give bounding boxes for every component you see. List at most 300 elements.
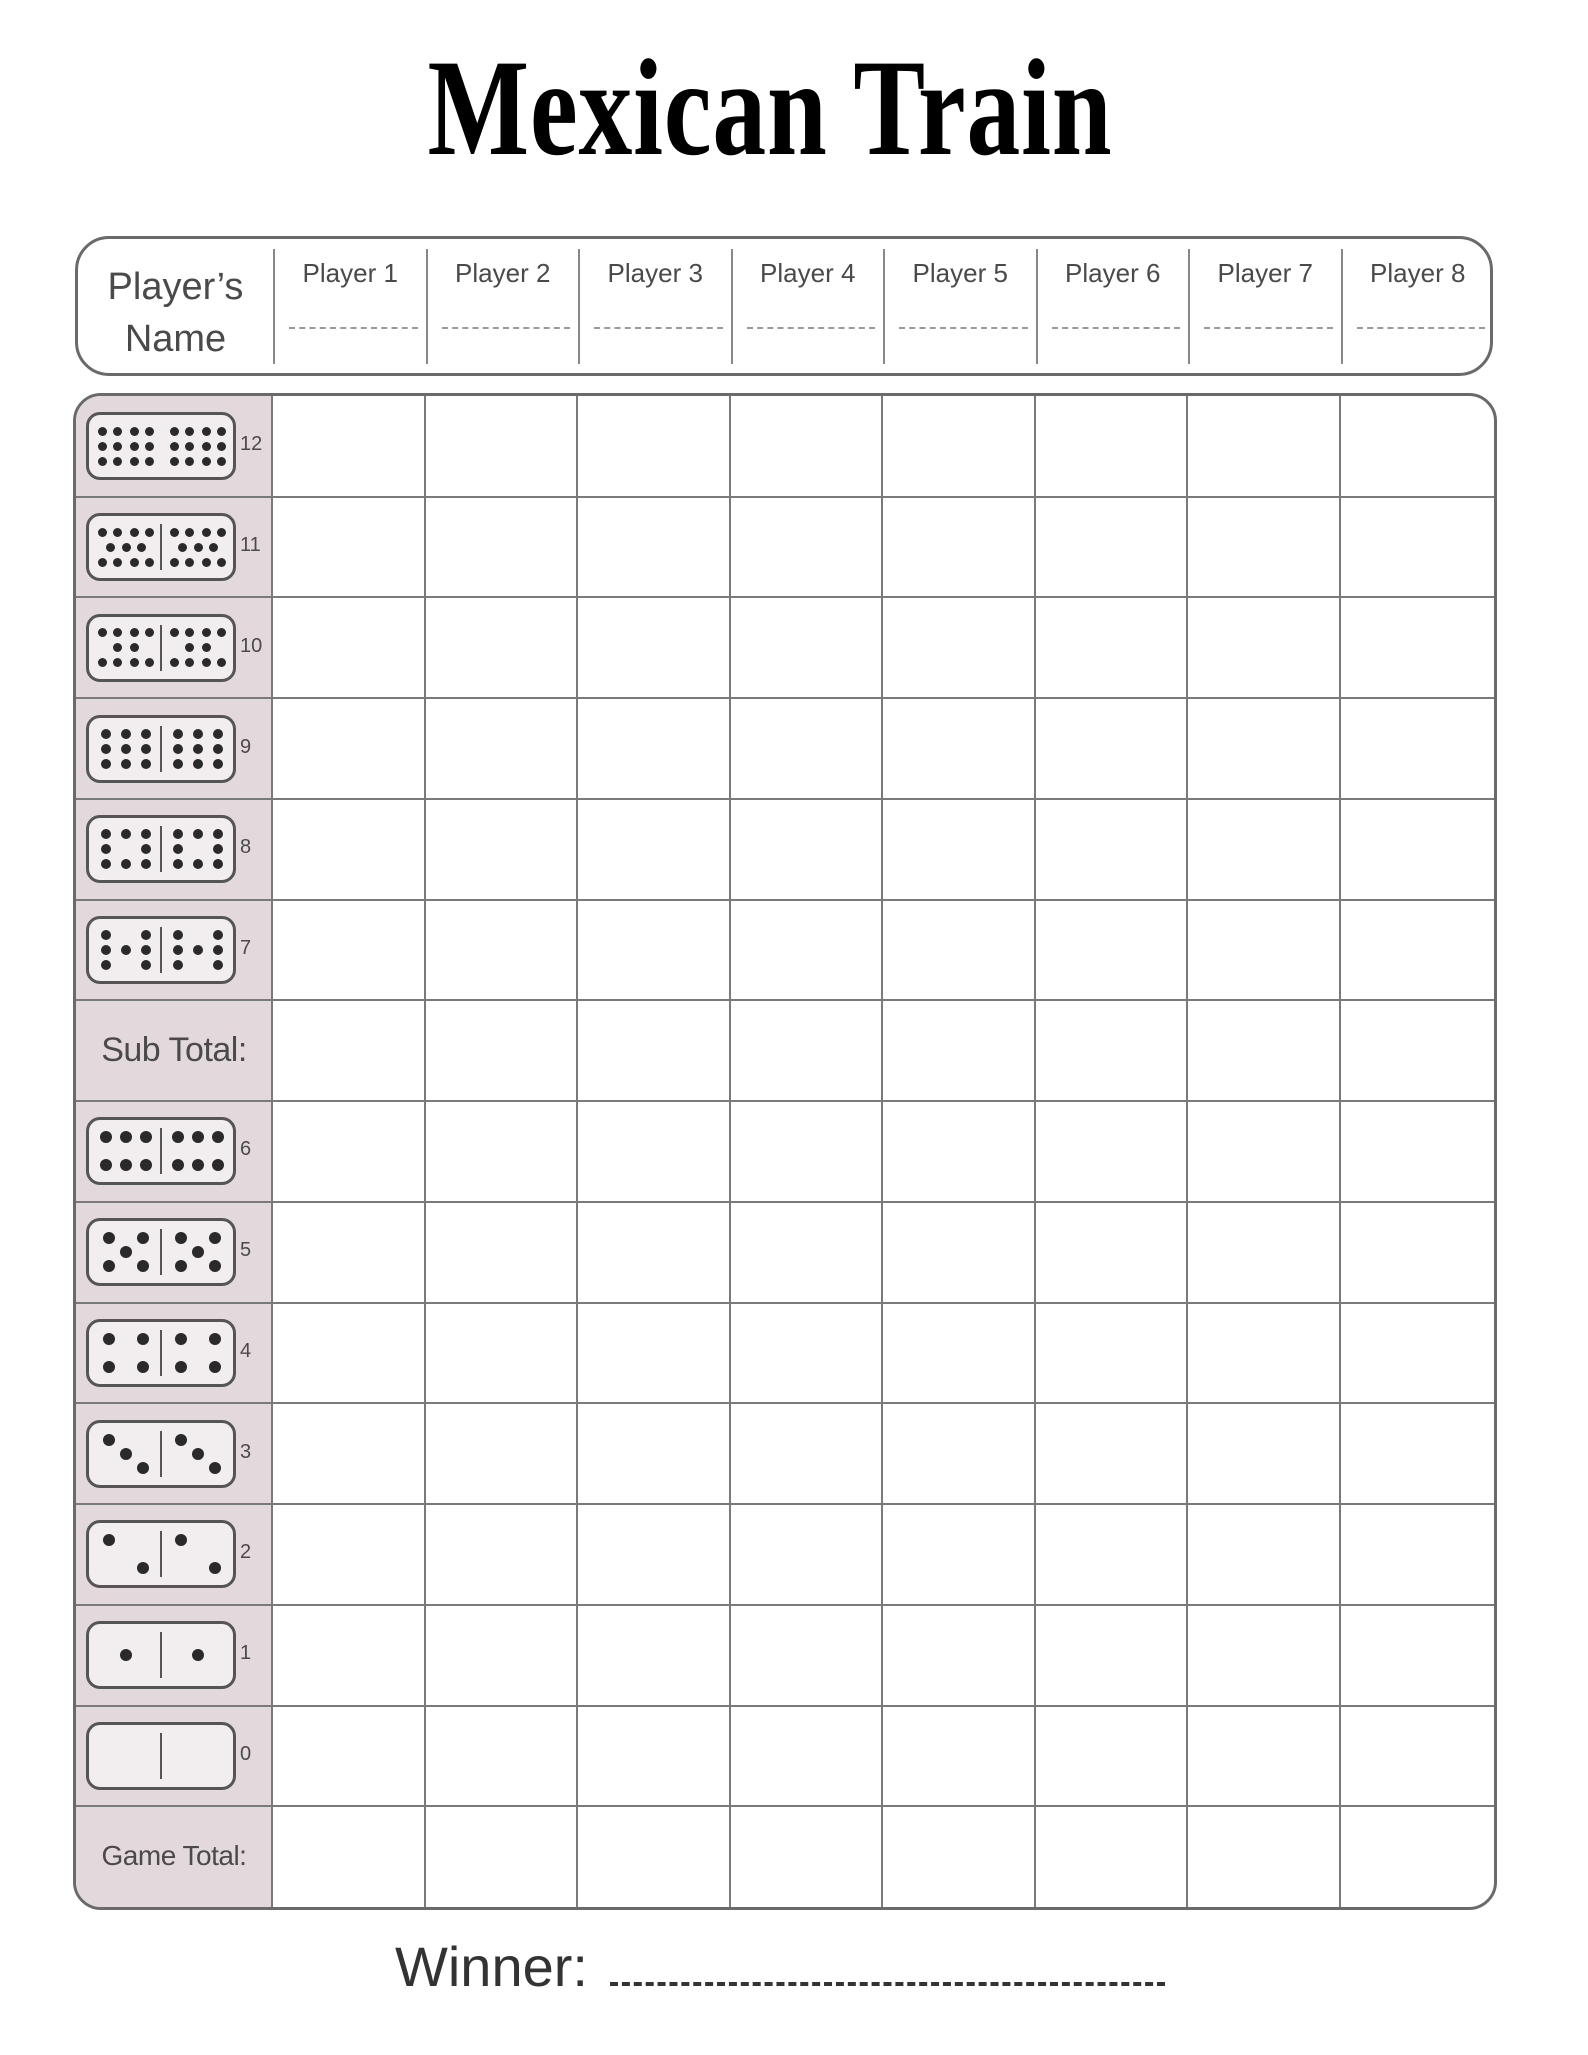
round-number: 4 [240, 1339, 252, 1362]
pip-dot [209, 1232, 221, 1244]
pip-dot [145, 427, 154, 436]
domino-divider [160, 826, 162, 872]
score-cell[interactable] [1188, 800, 1339, 899]
game-total-text: Game Total: [101, 1840, 247, 1872]
pip-dot [170, 427, 179, 436]
pip-dot [213, 759, 223, 769]
score-cell[interactable] [1036, 1404, 1187, 1503]
pip-dot [213, 829, 223, 839]
score-cell[interactable] [731, 397, 882, 496]
pip-dot [212, 1131, 224, 1143]
score-cell[interactable] [578, 498, 729, 597]
pip-dot [103, 1361, 115, 1373]
domino-divider [160, 927, 162, 973]
pip-dot [170, 628, 179, 637]
score-cell[interactable] [426, 1304, 577, 1403]
domino-double-6-icon [86, 1117, 236, 1185]
score-cell[interactable] [1188, 1404, 1339, 1503]
score-cell[interactable] [273, 1001, 424, 1100]
winner-line[interactable] [610, 1982, 1165, 1986]
pip-dot [120, 1246, 132, 1258]
round-0-label [76, 1706, 272, 1807]
pip-dot [103, 1534, 115, 1546]
score-cell[interactable] [273, 1606, 424, 1705]
score-cell[interactable] [1188, 1707, 1339, 1806]
pip-dot [175, 1333, 187, 1345]
score-cell[interactable] [883, 901, 1034, 1000]
score-cell[interactable] [273, 1404, 424, 1503]
pip-dot [113, 643, 122, 652]
player-5-name-column [883, 249, 1036, 364]
pip-dot [217, 658, 226, 667]
score-cell[interactable] [1341, 1203, 1492, 1302]
score-cell[interactable] [731, 598, 882, 697]
score-cell[interactable] [1341, 1606, 1492, 1705]
score-cell[interactable] [1036, 598, 1187, 697]
pip-dot [100, 1159, 112, 1171]
score-cell[interactable] [883, 1102, 1034, 1201]
player-4-label: Player 4 [760, 258, 856, 288]
score-cell[interactable] [273, 397, 424, 496]
player-3-name-column [578, 249, 731, 364]
score-cell[interactable] [426, 901, 577, 1000]
score-cell[interactable] [273, 800, 424, 899]
pip-dot [141, 945, 151, 955]
score-cell[interactable] [578, 699, 729, 798]
score-cell[interactable] [1341, 598, 1492, 697]
score-cell[interactable] [1341, 1304, 1492, 1403]
round-12-label [76, 396, 272, 497]
player-1-name-field[interactable] [289, 327, 418, 329]
round-7-label [76, 900, 272, 1001]
round-6-label [76, 1101, 272, 1202]
score-cell[interactable] [273, 1505, 424, 1604]
pip-dot [202, 457, 211, 466]
pip-dot [113, 658, 122, 667]
pip-dot [170, 658, 179, 667]
score-cell[interactable] [883, 1304, 1034, 1403]
pip-dot [173, 729, 183, 739]
score-cell[interactable] [731, 1102, 882, 1201]
pip-dot [140, 1131, 152, 1143]
pip-dot [213, 960, 223, 970]
pip-dot [113, 528, 122, 537]
score-cell[interactable] [426, 1707, 577, 1806]
score-cell[interactable] [1036, 901, 1187, 1000]
pip-dot [113, 442, 122, 451]
pip-dot [145, 528, 154, 537]
score-cell[interactable] [1188, 498, 1339, 597]
pip-dot [141, 744, 151, 754]
pip-dot [130, 558, 139, 567]
score-cell[interactable] [731, 901, 882, 1000]
pip-dot [101, 744, 111, 754]
pip-dot [141, 960, 151, 970]
score-cell[interactable] [273, 598, 424, 697]
pip-dot [137, 543, 146, 552]
player-7-label: Player 7 [1217, 258, 1313, 288]
pip-dot [213, 859, 223, 869]
score-cell[interactable] [578, 901, 729, 1000]
round-number: 5 [240, 1239, 252, 1262]
pip-dot [172, 1131, 184, 1143]
player-3-name-field[interactable] [594, 327, 723, 329]
score-cell[interactable] [1188, 901, 1339, 1000]
score-cell[interactable] [426, 1102, 577, 1201]
score-cell[interactable] [1188, 1505, 1339, 1604]
round-number: 6 [240, 1138, 252, 1161]
pip-dot [140, 1159, 152, 1171]
score-cell[interactable] [1036, 1304, 1187, 1403]
score-cell[interactable] [578, 1707, 729, 1806]
score-cell[interactable] [273, 1102, 424, 1201]
round-number: 11 [240, 534, 261, 557]
domino-divider [160, 1733, 162, 1779]
player-4-name-field[interactable] [747, 327, 876, 329]
round-8-label [76, 799, 272, 900]
domino-divider [160, 726, 162, 772]
score-cell[interactable] [1188, 598, 1339, 697]
score-cell[interactable] [1036, 1505, 1187, 1604]
domino-divider [160, 1229, 162, 1275]
score-cell[interactable] [273, 1203, 424, 1302]
pip-dot [173, 829, 183, 839]
pip-dot [121, 859, 131, 869]
pip-dot [101, 729, 111, 739]
pip-dot [173, 859, 183, 869]
score-cell[interactable] [1036, 498, 1187, 597]
score-cell[interactable] [731, 1606, 882, 1705]
pip-dot [145, 628, 154, 637]
domino-double-5-icon [86, 1218, 236, 1286]
score-cell[interactable] [883, 498, 1034, 597]
pip-dot [185, 442, 194, 451]
pip-dot [113, 457, 122, 466]
pip-dot [213, 744, 223, 754]
pip-dot [130, 457, 139, 466]
round-2-label [76, 1504, 272, 1605]
round-number: 10 [240, 634, 263, 657]
score-cell[interactable] [731, 1707, 882, 1806]
score-cell[interactable] [731, 1404, 882, 1503]
pip-dot [100, 1131, 112, 1143]
score-cell[interactable] [578, 1203, 729, 1302]
pip-dot [202, 628, 211, 637]
score-cell[interactable] [426, 498, 577, 597]
round-number: 0 [240, 1742, 252, 1765]
score-cell[interactable] [1341, 1102, 1492, 1201]
score-cell[interactable] [273, 1807, 424, 1906]
pip-dot [101, 844, 111, 854]
score-cell[interactable] [426, 598, 577, 697]
score-cell[interactable] [883, 1505, 1034, 1604]
score-cell[interactable] [1188, 1807, 1339, 1906]
pip-dot [130, 442, 139, 451]
pip-dot [170, 528, 179, 537]
pip-dot [209, 1562, 221, 1574]
score-cell[interactable] [578, 800, 729, 899]
pip-dot [137, 1462, 149, 1474]
pip-dot [101, 829, 111, 839]
score-cell[interactable] [731, 699, 882, 798]
score-cell[interactable] [883, 1707, 1034, 1806]
score-cell[interactable] [1341, 1404, 1492, 1503]
score-cell[interactable] [426, 1404, 577, 1503]
pip-dot [185, 558, 194, 567]
score-cell[interactable] [578, 397, 729, 496]
pip-dot [98, 442, 107, 451]
score-cell[interactable] [1341, 699, 1492, 798]
pip-dot [141, 729, 151, 739]
pip-dot [185, 457, 194, 466]
pip-dot [173, 930, 183, 940]
pip-dot [170, 442, 179, 451]
round-11-label [76, 497, 272, 598]
score-cell[interactable] [273, 498, 424, 597]
player-8-name-column [1341, 249, 1494, 364]
round-number: 9 [240, 735, 252, 758]
round-number: 2 [240, 1541, 252, 1564]
pip-dot [185, 628, 194, 637]
domino-double-4-icon [86, 1319, 236, 1387]
pip-dot [137, 1232, 149, 1244]
player-4-name-column [731, 249, 884, 364]
score-cell[interactable] [731, 1807, 882, 1906]
score-cell[interactable] [1188, 1001, 1339, 1100]
pip-dot [130, 628, 139, 637]
round-number: 3 [240, 1440, 252, 1463]
page-title: Mexican Train [427, 31, 1113, 184]
domino-double-7-icon [86, 916, 236, 984]
score-cell[interactable] [731, 498, 882, 597]
pip-dot [120, 1131, 132, 1143]
score-cell[interactable] [1341, 901, 1492, 1000]
pip-dot [193, 759, 203, 769]
pip-dot [173, 844, 183, 854]
score-cell[interactable] [273, 1707, 424, 1806]
score-cell[interactable] [883, 598, 1034, 697]
pip-dot [121, 759, 131, 769]
player-3-label: Player 3 [607, 258, 703, 288]
pip-dot [209, 1361, 221, 1373]
player-6-name-field[interactable] [1052, 327, 1181, 329]
pip-dot [217, 427, 226, 436]
domino-divider [160, 1128, 162, 1174]
score-cell[interactable] [883, 800, 1034, 899]
pip-dot [120, 1448, 132, 1460]
player-6-name-column [1036, 249, 1189, 364]
pip-dot [121, 744, 131, 754]
score-cell[interactable] [578, 1606, 729, 1705]
round-9-label [76, 698, 272, 799]
pip-dot [202, 427, 211, 436]
pip-dot [202, 643, 211, 652]
score-cell[interactable] [1036, 1001, 1187, 1100]
pip-dot [209, 1333, 221, 1345]
player-name-label: Player’s Name [107, 266, 244, 360]
pip-dot [141, 859, 151, 869]
pip-dot [145, 558, 154, 567]
pip-dot [193, 729, 203, 739]
domino-double-8-icon [86, 815, 236, 883]
domino-double-9-icon [86, 715, 236, 783]
domino-double-2-icon [86, 1520, 236, 1588]
score-cell[interactable] [273, 1304, 424, 1403]
score-cell[interactable] [1341, 1505, 1492, 1604]
score-cell[interactable] [883, 1807, 1034, 1906]
pip-dot [185, 658, 194, 667]
pip-dot [103, 1434, 115, 1446]
pip-dot [173, 960, 183, 970]
player-1-label: Player 1 [302, 258, 398, 288]
pip-dot [173, 945, 183, 955]
score-cell[interactable] [426, 397, 577, 496]
score-cell[interactable] [426, 1001, 577, 1100]
pip-dot [170, 457, 179, 466]
score-cell[interactable] [883, 699, 1034, 798]
domino-double-11-icon [86, 513, 236, 581]
player-1-name-column [273, 249, 426, 364]
pip-dot [175, 1260, 187, 1272]
pip-dot [98, 427, 107, 436]
score-cell[interactable] [731, 1001, 882, 1100]
pip-dot [120, 1159, 132, 1171]
score-cell[interactable] [1341, 800, 1492, 899]
score-cell[interactable] [883, 1001, 1034, 1100]
domino-divider [160, 625, 162, 671]
score-cell[interactable] [731, 1505, 882, 1604]
player-8-label: Player 8 [1370, 258, 1466, 288]
score-cell[interactable] [731, 800, 882, 899]
round-number: 8 [240, 836, 252, 859]
score-cell[interactable] [578, 598, 729, 697]
pip-dot [106, 543, 115, 552]
score-cell[interactable] [1188, 1606, 1339, 1705]
pip-dot [217, 628, 226, 637]
score-cell[interactable] [578, 1304, 729, 1403]
score-cell[interactable] [1036, 1203, 1187, 1302]
score-cell[interactable] [883, 1203, 1034, 1302]
pip-dot [141, 829, 151, 839]
pip-dot [185, 427, 194, 436]
winner-label: Winner: [395, 1935, 588, 1998]
player-5-name-field[interactable] [899, 327, 1028, 329]
pip-dot [192, 1448, 204, 1460]
score-cell[interactable] [1341, 397, 1492, 496]
round-3-label [76, 1403, 272, 1504]
pip-dot [217, 457, 226, 466]
pip-dot [101, 960, 111, 970]
player-2-name-column [426, 249, 579, 364]
score-cell[interactable] [1188, 1102, 1339, 1201]
player-6-label: Player 6 [1065, 258, 1161, 288]
pip-dot [209, 1462, 221, 1474]
score-cell[interactable] [883, 397, 1034, 496]
pip-dot [145, 658, 154, 667]
score-cell[interactable] [273, 901, 424, 1000]
score-cell[interactable] [273, 699, 424, 798]
score-cell[interactable] [1188, 1304, 1339, 1403]
score-cell[interactable] [1188, 1203, 1339, 1302]
pip-dot [178, 543, 187, 552]
domino-double-10-icon [86, 614, 236, 682]
pip-dot [193, 829, 203, 839]
score-cell[interactable] [578, 1505, 729, 1604]
score-cell[interactable] [731, 1203, 882, 1302]
score-cell[interactable] [883, 1404, 1034, 1503]
domino-double-1-icon [86, 1621, 236, 1689]
score-cell[interactable] [1036, 699, 1187, 798]
round-number: 1 [240, 1642, 252, 1665]
score-cell[interactable] [1036, 1606, 1187, 1705]
pip-dot [202, 558, 211, 567]
pip-dot [209, 1260, 221, 1272]
pip-dot [202, 442, 211, 451]
score-cell[interactable] [578, 1807, 729, 1906]
pip-dot [192, 1159, 204, 1171]
score-cell[interactable] [426, 1807, 577, 1906]
pip-dot [137, 1260, 149, 1272]
pip-dot [193, 859, 203, 869]
score-cell[interactable] [426, 1505, 577, 1604]
score-cell[interactable] [1341, 498, 1492, 597]
score-cell[interactable] [1341, 1001, 1492, 1100]
score-cell[interactable] [1341, 1807, 1492, 1906]
score-cell[interactable] [1036, 1807, 1187, 1906]
pip-dot [217, 558, 226, 567]
pip-dot [194, 543, 203, 552]
score-cell[interactable] [1036, 1707, 1187, 1806]
score-cell[interactable] [426, 800, 577, 899]
score-cell[interactable] [578, 1102, 729, 1201]
domino-divider [160, 524, 162, 570]
score-cell[interactable] [1188, 699, 1339, 798]
score-cell[interactable] [1036, 397, 1187, 496]
player-8-name-field[interactable] [1357, 327, 1486, 329]
score-cell[interactable] [1036, 1102, 1187, 1201]
sub-total-text: Sub Total: [101, 1031, 247, 1070]
pip-dot [175, 1232, 187, 1244]
pip-dot [113, 558, 122, 567]
score-cell[interactable] [1341, 1707, 1492, 1806]
score-cell[interactable] [1188, 397, 1339, 496]
pip-dot [113, 628, 122, 637]
score-cell[interactable] [426, 1203, 577, 1302]
score-cell[interactable] [426, 1606, 577, 1705]
score-cell[interactable] [578, 1404, 729, 1503]
pip-dot [98, 558, 107, 567]
score-cell[interactable] [426, 699, 577, 798]
pip-dot [98, 457, 107, 466]
pip-dot [213, 729, 223, 739]
pip-dot [217, 442, 226, 451]
score-cell[interactable] [731, 1304, 882, 1403]
pip-dot [141, 930, 151, 940]
pip-dot [122, 543, 131, 552]
pip-dot [145, 442, 154, 451]
sub-total-label [76, 1000, 272, 1101]
round-10-label [76, 597, 272, 698]
score-cell[interactable] [883, 1606, 1034, 1705]
pip-dot [98, 628, 107, 637]
score-cell[interactable] [578, 1001, 729, 1100]
pip-dot [130, 658, 139, 667]
score-cell[interactable] [1036, 800, 1187, 899]
pip-dot [175, 1361, 187, 1373]
round-5-label [76, 1202, 272, 1303]
player-7-name-field[interactable] [1204, 327, 1333, 329]
player-2-name-field[interactable] [442, 327, 571, 329]
